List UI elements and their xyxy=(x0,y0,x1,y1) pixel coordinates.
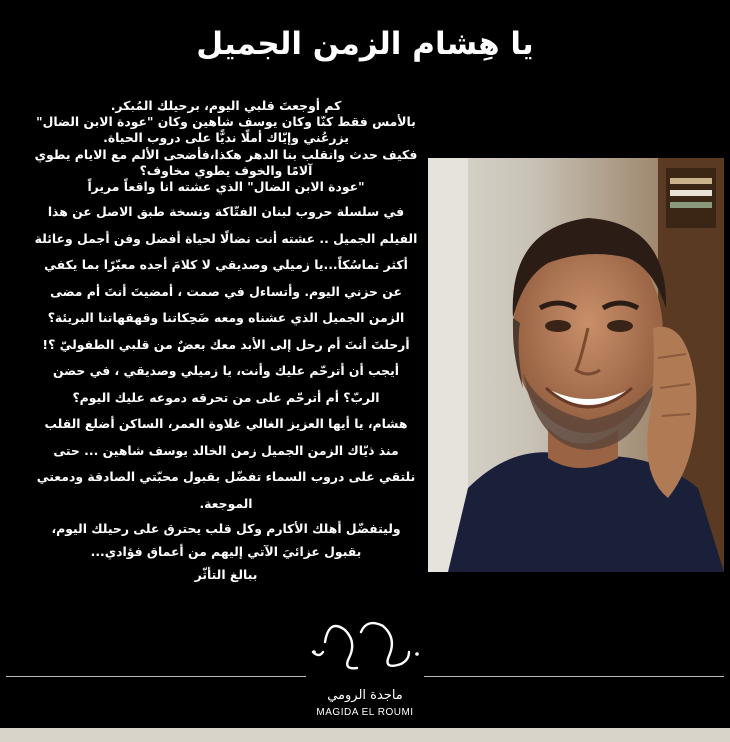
signature-name-english: MAGIDA EL ROUMI xyxy=(316,707,414,718)
paragraph-2 xyxy=(14,199,438,517)
text-line: أيجب أن أترحّم عليك وأنت، يا زميلي وصديقي ، في حضن xyxy=(52,363,400,379)
text-line: أكثر تماسُكاً...يا زميلي وصديقي لا كلامَ أجده معبّرًا بما يكفي xyxy=(44,257,408,273)
paragraph-1 xyxy=(14,98,438,195)
text-line: أرحلتَ أنتَ أم رحل إلى الأبد معك بعضٌ من قلبي الطفوليّ ؟! xyxy=(42,336,410,352)
text-line: ببالغ التأثّر xyxy=(194,567,258,583)
bottom-strip xyxy=(0,728,730,742)
text-line: هشام، يا أيها العزيز الغالي غلاوة العمر، الساكن أضلع القلب xyxy=(44,416,408,432)
tribute-text xyxy=(14,98,438,586)
signature-name-arabic: ماجدة الرومي xyxy=(327,688,403,703)
divider-right xyxy=(424,676,724,677)
page-title: يا هِشام الزمن الجميل xyxy=(196,26,534,62)
text-line: بالأمس فقط كنّا وكان يوسف شاهين وكان "عودة الابن الضال" xyxy=(36,114,416,130)
text-line: في سلسلة حروب لبنان الفتّاكة ونسخة طبق الاصل عن هذا xyxy=(47,204,405,220)
text-line: وليتفضّل أهلك الأكارم وكل قلب يحترق على رحيلك اليوم، xyxy=(51,521,401,537)
text-line: نلتقي على دروب السماء تفضّل بقبول محبّتي الصادقة ودمعتي xyxy=(36,469,416,485)
text-line: فكيف حدث وانقلب بنا الدهر هكذا،فأضحى الألم مع الايام يطوي xyxy=(34,146,418,162)
portrait-illustration xyxy=(428,158,724,572)
text-line: منذ ذيّاك الزمن الجميل زمن الخالد يوسف شاهين ... حتى xyxy=(53,442,399,458)
portrait-photo xyxy=(428,158,724,572)
text-line: يزرعُني وإيّاك أملًا نديًّا على دروب الحياة. xyxy=(103,130,349,146)
text-line: الموجعة. xyxy=(199,495,253,511)
text-line: الزمن الجميل الذي عشناه ومعه ضَحِكاتنا وقهقهاتنا البريئة؟ xyxy=(47,310,405,326)
divider-left xyxy=(6,676,306,677)
paragraph-3 xyxy=(14,517,438,586)
signature-logo xyxy=(305,612,427,682)
text-line: بقبول عزائيَ الآتي إليهم من أعماق فؤادي... xyxy=(90,544,362,560)
text-line: كم أوجعتَ قلبي اليوم، برحيلك المُبكر. xyxy=(110,98,342,113)
text-line: "عودة الابن الضال" الذي عشته انا واقعاً مريراً xyxy=(87,179,365,195)
text-line: عن حزني اليوم. وأتساءل في صمت ، أمضيتَ أنتَ أم مضى xyxy=(50,283,402,299)
text-line: الفيلم الجميل .. عشته أنت نضالًا لحياة أفضل وفن أجمل وعائلة xyxy=(34,230,418,246)
text-line: آلامًا والخوف يطوي مخاوف؟ xyxy=(139,162,313,178)
text-line: الربّ؟ أم أترحّم على من تحرقه دموعه عليك اليوم؟ xyxy=(72,389,380,405)
